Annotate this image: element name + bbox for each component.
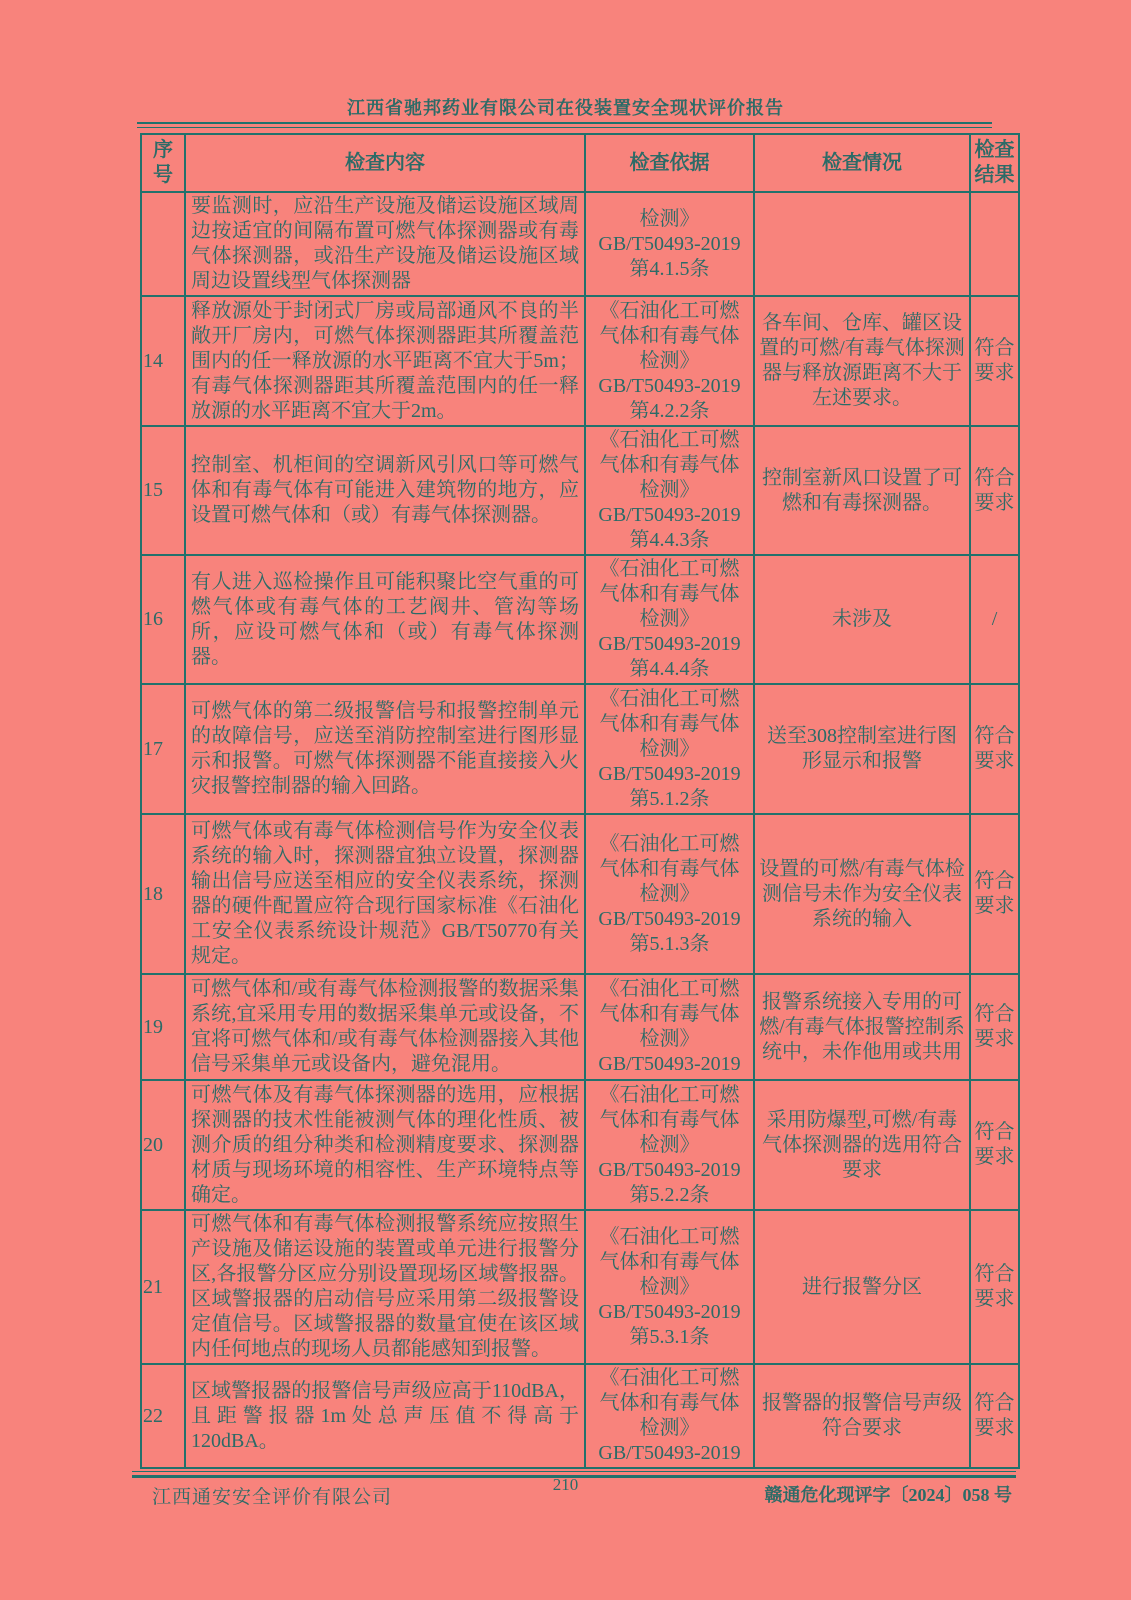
content-cell: 可燃气体的第二级报警信号和报警控制单元的故障信号，应送至消防控制室进行图形显示和报警。可燃气体探测器不能直接接入火灾报警控制器的输入回路。 xyxy=(185,684,585,814)
basis-line: 检测》 xyxy=(639,1275,700,1298)
column-header-number: 序号 xyxy=(141,134,185,192)
basis-line: 气体和有毒气体 xyxy=(599,1250,740,1273)
basis-line: 第5.1.3条 xyxy=(629,932,710,955)
situation-cell: 设置的可燃/有毒气体检测信号未作为安全仪表系统的输入 xyxy=(754,814,970,974)
situation-cell: 控制室新风口设置了可燃和有毒探测器。 xyxy=(754,426,970,555)
situation-cell: 报警系统接入专用的可燃/有毒气体报警控制系统中，未作他用或共用 xyxy=(754,974,970,1080)
result-cell: 符合要求 xyxy=(970,1080,1019,1210)
basis-line: 《石油化工可燃 xyxy=(599,558,740,580)
column-header-result: 检查结果 xyxy=(970,134,1019,192)
basis-cell xyxy=(585,192,754,296)
basis-cell xyxy=(585,1210,754,1364)
basis-line: GB/T50493-2019 xyxy=(598,374,741,397)
basis-line: 气体和有毒气体 xyxy=(599,1003,740,1025)
result-cell: 符合要求 xyxy=(970,426,1019,555)
row-number-cell: 21 xyxy=(141,1210,185,1364)
content-cell: 可燃气体和有毒气体检测报警系统应按照生产设施及储运设施的装置或单元进行报警分区,各报警分区应分别设置现场区域警报器。区域警报器的启动信号应采用第二级报警设定值信号。区域警报器的数量宜使在该区域内任何地点的现场人员都能感知到报警。 xyxy=(185,1210,585,1364)
table-row xyxy=(141,1210,1019,1364)
table-row xyxy=(141,192,1019,296)
basis-line: 《石油化工可燃 xyxy=(599,1083,740,1106)
basis-line: 《石油化工可燃 xyxy=(599,978,740,1000)
row-number-cell xyxy=(141,192,185,296)
situation-cell xyxy=(754,192,970,296)
inspection-table-body xyxy=(141,192,1019,1468)
basis-line: GB/T50493-2019 xyxy=(598,633,741,655)
table-row xyxy=(141,296,1019,426)
basis-line: 气体和有毒气体 xyxy=(599,1108,740,1131)
basis-line: 《石油化工可燃 xyxy=(599,299,740,322)
column-header-situation: 检查情况 xyxy=(754,134,970,192)
basis-line: 检测》 xyxy=(639,207,700,230)
table-row xyxy=(141,1364,1019,1468)
content-cell: 释放源处于封闭式厂房或局部通风不良的半敞开厂房内，可燃气体探测器距其所覆盖范围内的任一释放源的水平距离不宜大于5m；有毒气体探测器距其所覆盖范围内的任一释放源的水平距离不宜大于2m。 xyxy=(185,296,585,426)
row-number-cell: 16 xyxy=(141,555,185,684)
table-row xyxy=(141,1080,1019,1210)
basis-line: 《石油化工可燃 xyxy=(599,687,740,710)
basis-line: 第5.3.1条 xyxy=(629,1325,710,1348)
result-cell xyxy=(970,192,1019,296)
basis-cell xyxy=(585,684,754,814)
basis-line: 检测》 xyxy=(639,608,700,630)
basis-line: GB/T50493-2019 xyxy=(598,232,741,255)
basis-line: 气体和有毒气体 xyxy=(599,857,740,880)
situation-cell: 进行报警分区 xyxy=(754,1210,970,1364)
basis-cell xyxy=(585,1364,754,1468)
result-cell: 符合要求 xyxy=(970,814,1019,974)
basis-line: 检测》 xyxy=(639,349,700,372)
basis-line: 检测》 xyxy=(639,1028,700,1050)
basis-cell xyxy=(585,974,754,1080)
result-cell: 符合要求 xyxy=(970,684,1019,814)
row-number-cell: 15 xyxy=(141,426,185,555)
result-cell: 符合要求 xyxy=(970,1210,1019,1364)
basis-line: GB/T50493-2019 xyxy=(598,762,741,785)
row-number-cell: 14 xyxy=(141,296,185,426)
result-cell: 符合要求 xyxy=(970,974,1019,1080)
basis-line: 第4.1.5条 xyxy=(629,257,710,280)
basis-line: GB/T50493-2019 xyxy=(598,1158,741,1181)
basis-line: 第4.2.2条 xyxy=(629,399,710,422)
title-divider-rule xyxy=(137,122,992,128)
row-number-cell: 20 xyxy=(141,1080,185,1210)
basis-line: 气体和有毒气体 xyxy=(599,454,740,476)
inspection-table xyxy=(140,133,1020,1469)
footer-document-number: 赣通危化现评字〔2024〕058 号 xyxy=(764,1485,1012,1505)
basis-line: 第5.1.2条 xyxy=(629,787,710,810)
basis-line: 第4.4.4条 xyxy=(629,658,710,680)
header-row xyxy=(141,134,1019,192)
content-cell: 可燃气体及有毒气体探测器的选用，应根据探测器的技术性能被测气体的理化性质、被测介质的组分种类和检测精度要求、探测器材质与现场环境的相容性、生产环境特点等确定。 xyxy=(185,1080,585,1210)
situation-cell: 送至308控制室进行图形显示和报警 xyxy=(754,684,970,814)
content-cell: 要监测时，应沿生产设施及储运设施区域周边按适宜的间隔布置可燃气体探测器或有毒气体探测器，或沿生产设施及储运设施区域周边设置线型气体探测器 xyxy=(185,192,585,296)
row-number-cell: 22 xyxy=(141,1364,185,1468)
result-cell: 符合要求 xyxy=(970,1364,1019,1468)
basis-line: 《石油化工可燃 xyxy=(599,1367,740,1389)
basis-line: 气体和有毒气体 xyxy=(599,324,740,347)
row-number-cell: 19 xyxy=(141,974,185,1080)
situation-cell: 采用防爆型,可燃/有毒气体探测器的选用符合要求 xyxy=(754,1080,970,1210)
page-number: 210 xyxy=(552,1475,579,1494)
basis-line: 气体和有毒气体 xyxy=(599,712,740,735)
basis-line: 《石油化工可燃 xyxy=(599,832,740,855)
basis-line: 第4.4.3条 xyxy=(629,529,710,551)
basis-line: GB/T50493-2019 xyxy=(598,1053,741,1075)
basis-cell xyxy=(585,296,754,426)
content-cell: 可燃气体和/或有毒气体检测报警的数据采集系统,宜采用专用的数据采集单元或设备，不宜将可燃气体和/或有毒气体检测器接入其他信号采集单元或设备内，避免混用。 xyxy=(185,974,585,1080)
column-header-basis: 检查依据 xyxy=(585,134,754,192)
basis-cell xyxy=(585,426,754,555)
basis-line: 检测》 xyxy=(639,882,700,905)
basis-line: GB/T50493-2019 xyxy=(598,1442,741,1464)
result-cell: / xyxy=(970,555,1019,684)
table-row xyxy=(141,814,1019,974)
basis-line: GB/T50493-2019 xyxy=(598,1300,741,1323)
table-row xyxy=(141,974,1019,1080)
result-cell: 符合要求 xyxy=(970,296,1019,426)
content-cell: 区域警报器的报警信号声级应高于110dBA，且距警报器1m处总声压值不得高于120dBA。 xyxy=(185,1364,585,1468)
basis-line: 检测》 xyxy=(639,1417,700,1439)
basis-cell xyxy=(585,1080,754,1210)
inspection-table-header xyxy=(141,134,1019,192)
table-row xyxy=(141,555,1019,684)
basis-line: 气体和有毒气体 xyxy=(599,1392,740,1414)
content-cell: 有人进入巡检操作且可能积聚比空气重的可燃气体或有毒气体的工艺阀井、管沟等场所，应设可燃气体和（或）有毒气体探测器。 xyxy=(185,555,585,684)
basis-line: 检测》 xyxy=(639,479,700,501)
basis-line: 检测》 xyxy=(639,737,700,760)
report-title: 江西省驰邦药业有限公司在役装置安全现状评价报告 xyxy=(347,98,784,118)
footer-company-name: 江西通安安全评价有限公司 xyxy=(152,1487,393,1508)
table-row xyxy=(141,426,1019,555)
situation-cell: 报警器的报警信号声级符合要求 xyxy=(754,1364,970,1468)
basis-line: GB/T50493-2019 xyxy=(598,504,741,526)
basis-cell xyxy=(585,814,754,974)
row-number-cell: 17 xyxy=(141,684,185,814)
basis-line: GB/T50493-2019 xyxy=(598,907,741,930)
table-row xyxy=(141,684,1019,814)
basis-cell xyxy=(585,555,754,684)
basis-line: 《石油化工可燃 xyxy=(599,1225,740,1248)
content-cell: 控制室、机柜间的空调新风引风口等可燃气体和有毒气体有可能进入建筑物的地方，应设置可燃气体和（或）有毒气体探测器。 xyxy=(185,426,585,555)
basis-line: 《石油化工可燃 xyxy=(599,429,740,451)
row-number-cell: 18 xyxy=(141,814,185,974)
column-header-content: 检查内容 xyxy=(185,134,585,192)
situation-cell: 各车间、仓库、罐区设置的可燃/有毒气体探测器与释放源距离不大于左述要求。 xyxy=(754,296,970,426)
basis-line: 第5.2.2条 xyxy=(629,1183,710,1206)
basis-line: 气体和有毒气体 xyxy=(599,583,740,605)
situation-cell: 未涉及 xyxy=(754,555,970,684)
content-cell: 可燃气体或有毒气体检测信号作为安全仪表系统的输入时，探测器宜独立设置，探测器输出信号应送至相应的安全仪表系统，探测器的硬件配置应符合现行国家标准《石油化工安全仪表系统设计规范》GB/T50770有关规定。 xyxy=(185,814,585,974)
basis-line: 检测》 xyxy=(639,1133,700,1156)
